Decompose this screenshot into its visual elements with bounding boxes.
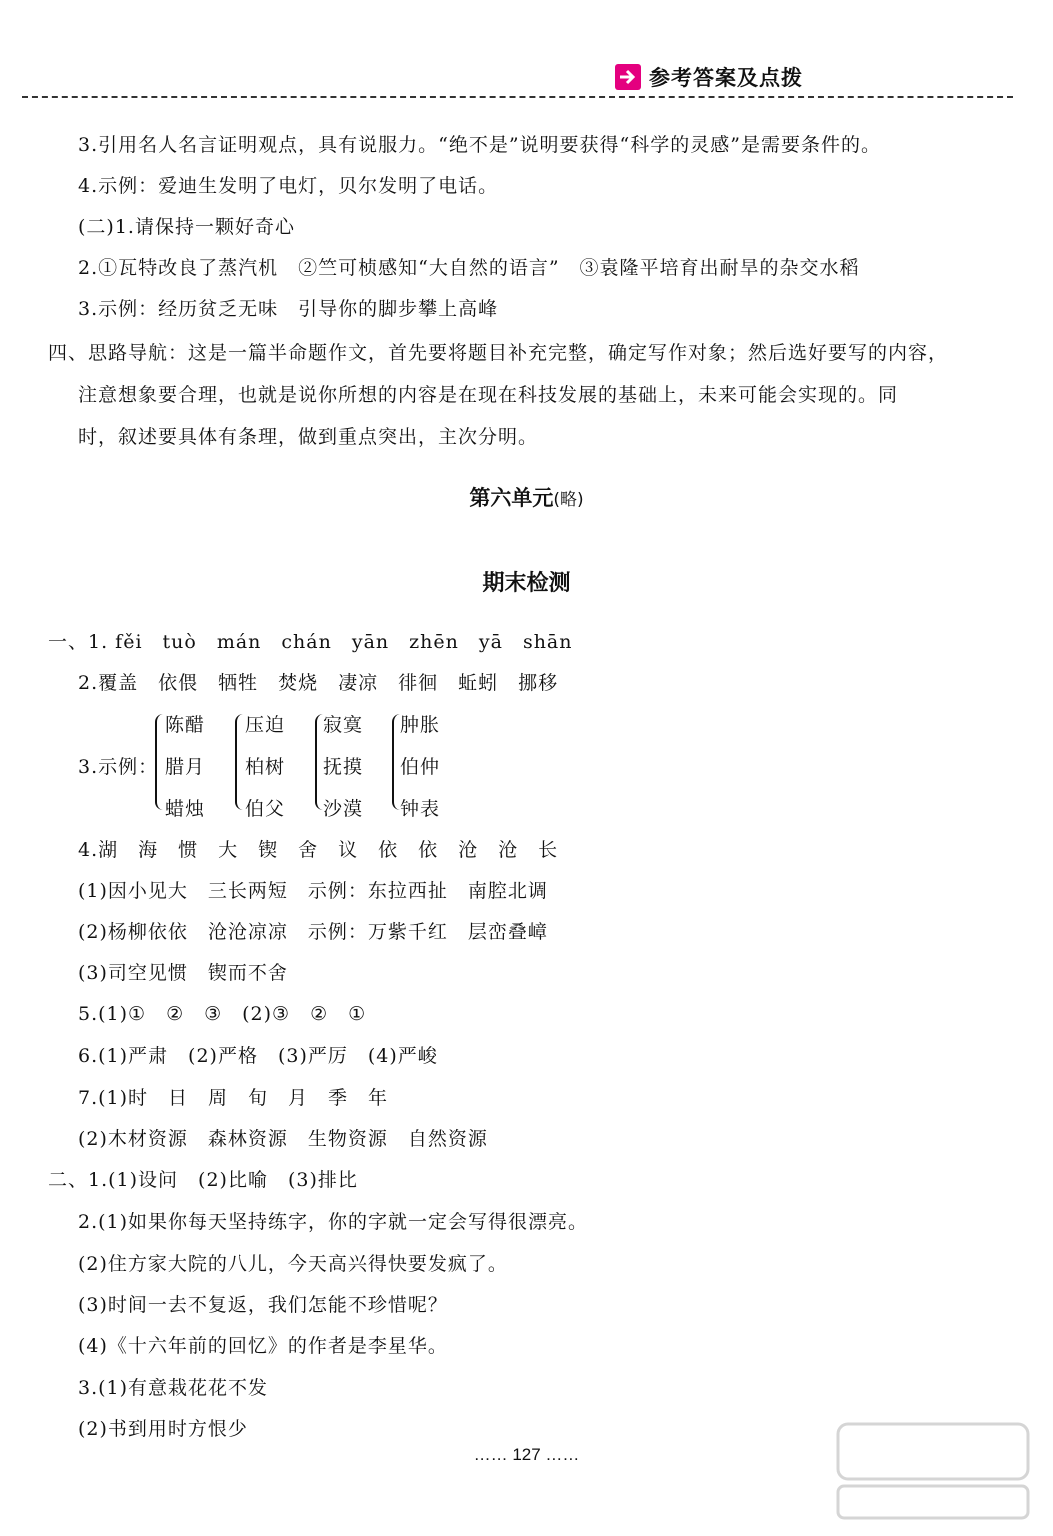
word-item: 柏树 — [245, 756, 286, 778]
word-item: 蜡烛 — [165, 798, 206, 820]
answer-line: 注意想象要合理，也就是说你所想的内容是在现在科技发展的基础上，未来可能会实现的。同 — [78, 384, 899, 406]
answer-line: (3)时间一去不复返，我们怎能不珍惜呢？ — [78, 1294, 448, 1316]
watermark-logo-icon — [833, 1416, 1033, 1526]
answer-line: 6.(1)严肃 (2)严格 (3)严厉 (4)严峻 — [78, 1045, 438, 1067]
answer-line: 3.(1)有意栽花花不发 — [78, 1377, 269, 1399]
answer-line: 2.(1)如果你每天坚持练字，你的字就一定会写得很漂亮。 — [78, 1211, 589, 1233]
answer-line: (二)1.请保持一颗好奇心 — [78, 216, 295, 238]
page-header — [615, 62, 803, 92]
answer-line: 2.①瓦特改良了蒸汽机 ②竺可桢感知“大自然的语言” ③袁隆平培育出耐旱的杂交水稻 — [78, 257, 860, 279]
answer-line: (1)因小见大 三长两短 示例：东拉西扯 南腔北调 — [78, 880, 548, 902]
answer-line: 一、1. fěi tuò mán chán yān zhēn yā shān — [48, 631, 573, 653]
answer-line: 5.(1)① ② ③ (2)③ ② ① — [78, 1003, 367, 1025]
word-item: 压迫 — [245, 714, 286, 736]
answer-line: 2.覆盖 依偎 牺牲 焚烧 凄凉 徘徊 蚯蚓 挪移 — [78, 672, 559, 694]
answer-line: (3)司空见惯 锲而不舍 — [78, 962, 288, 984]
answer-line: 4.湖 海 惯 大 锲 舍 议 依 依 沧 沧 长 — [78, 839, 559, 861]
page-number: …… 127 …… — [473, 1445, 580, 1464]
word-item: 伯父 — [245, 798, 286, 820]
header-divider — [22, 96, 1013, 98]
word-item: 钟表 — [400, 798, 441, 820]
answer-line: (2)住方家大院的八儿，今天高兴得快要发疯了。 — [78, 1253, 508, 1275]
unit6-note: (略) — [553, 490, 584, 510]
answer-line: 3.引用名人名言证明观点，具有说服力。“绝不是”说明要获得“科学的灵感”是需要条件的。 — [78, 134, 881, 156]
example-label: 3.示例： — [78, 756, 159, 778]
answer-line: (4)《十六年前的回忆》的作者是李星华。 — [78, 1335, 448, 1357]
word-item: 腊月 — [165, 756, 206, 778]
word-item: 肿胀 — [400, 714, 441, 736]
header-title: 参考答案及点拨 — [649, 66, 803, 90]
word-item: 寂寞 — [323, 714, 364, 736]
word-item: 沙漠 — [323, 798, 364, 820]
answer-line: (2)书到用时方恨少 — [78, 1418, 248, 1440]
unit6-title: 第六单元 — [469, 486, 554, 510]
final-heading: 期末检测 — [482, 571, 571, 596]
answer-line: 4.示例：爱迪生发明了电灯，贝尔发明了电话。 — [78, 175, 499, 197]
word-item: 陈醋 — [165, 714, 206, 736]
unit6-heading — [0, 482, 1053, 512]
answer-line: (2)木材资源 森林资源 生物资源 自然资源 — [78, 1128, 488, 1150]
answer-line: (2)杨柳依依 沧沧凉凉 示例：万紫千红 层峦叠嶂 — [78, 921, 548, 943]
arrow-right-icon — [615, 64, 641, 90]
answer-line: 时，叙述要具体有条理，做到重点突出，主次分明。 — [78, 426, 539, 448]
answer-line: 四、思路导航：这是一篇半命题作文，首先要将题目补充完整，确定写作对象；然后选好要写的内容， — [48, 342, 949, 364]
word-item: 伯仲 — [400, 756, 441, 778]
answer-line: 7.(1)时 日 周 旬 月 季 年 — [78, 1087, 389, 1109]
answer-line: 二、1.(1)设问 (2)比喻 (3)排比 — [48, 1169, 358, 1191]
word-item: 抚摸 — [323, 756, 364, 778]
answer-line: 3.示例：经历贫乏无味 引导你的脚步攀上高峰 — [78, 298, 499, 320]
